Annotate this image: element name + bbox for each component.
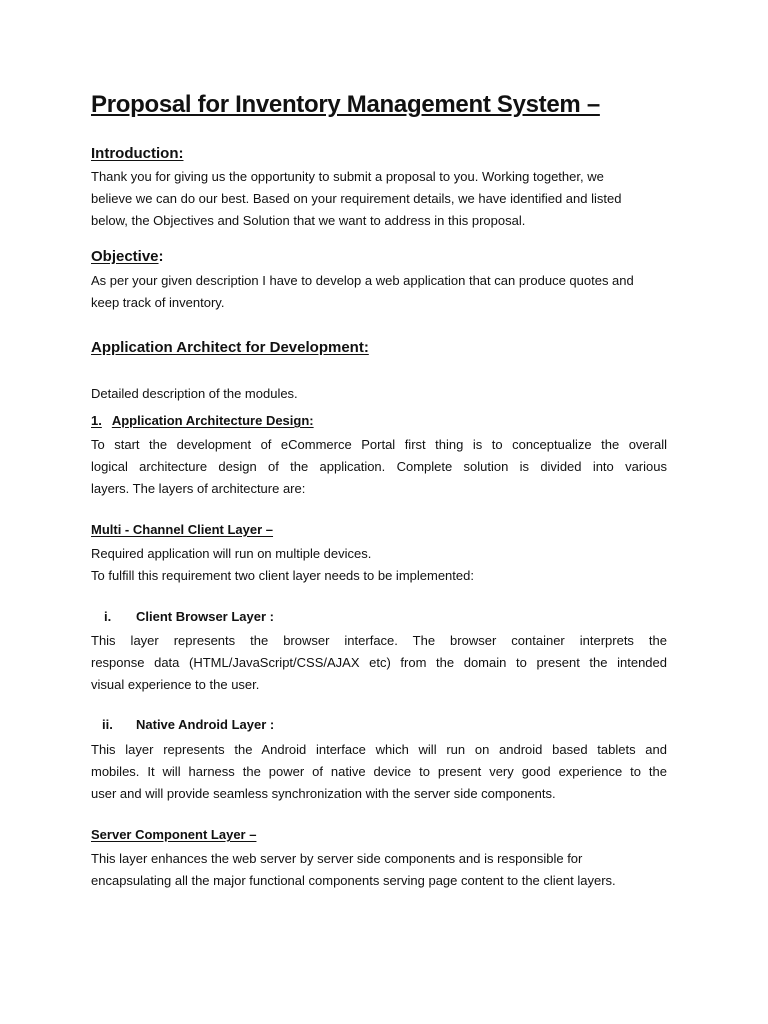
native-android-heading: Native Android Layer : <box>136 717 275 732</box>
objective-line-1: As per your given description I have to develop a web application that can produce quotes and <box>91 273 634 288</box>
section-1-title: Application Architecture Design: <box>111 413 314 428</box>
native-android-line-3: user and will provide seamless synchronization with the server side components. <box>91 786 556 801</box>
objective-line-2: keep track of inventory. <box>91 295 225 310</box>
client-browser-line-1: This layer represents the browser interface. The browser container interprets the <box>91 633 667 648</box>
introduction-line-1: Thank you for giving us the opportunity to submit a proposal to you. Working together, we <box>91 169 604 184</box>
introduction-line-3: below, the Objectives and Solution that we want to address in this proposal. <box>91 213 526 228</box>
native-android-line-2: mobiles. It will harness the power of native device to present very good experience to the <box>91 764 667 779</box>
client-browser-heading: Client Browser Layer : <box>136 609 274 624</box>
introduction-heading: Introduction: <box>91 145 184 162</box>
client-browser-number: i. <box>104 609 112 624</box>
native-android-line-1: This layer represents the Android interface which will run on android based tablets and <box>91 742 667 757</box>
multichannel-line-1: Required application will run on multiple devices. <box>91 546 372 561</box>
document-title: Proposal for Inventory Management System – <box>91 91 600 118</box>
objective-heading-colon: : <box>158 248 164 265</box>
section-1-heading <box>91 413 314 428</box>
section-1-number: 1. <box>91 413 102 428</box>
section-1-line-1: To start the development of eCommerce Portal first thing is to conceptualize the overall <box>91 437 667 452</box>
server-component-heading: Server Component Layer – <box>91 827 257 842</box>
multichannel-heading: Multi - Channel Client Layer – <box>91 522 274 537</box>
native-android-number: ii. <box>102 717 113 732</box>
introduction-line-2: believe we can do our best. Based on your requirement details, we have identified and listed <box>91 191 622 206</box>
multichannel-line-2: To fulfill this requirement two client layer needs to be implemented: <box>91 568 474 583</box>
objective-heading-text: Objective <box>91 248 159 265</box>
client-browser-line-2: response data (HTML/JavaScript/CSS/AJAX etc) from the domain to present the intended <box>91 655 667 670</box>
objective-heading <box>91 248 164 265</box>
architect-heading: Application Architect for Development: <box>91 339 369 356</box>
server-component-line-1: This layer enhances the web server by server side components and is responsible for <box>91 851 583 866</box>
section-1-line-2: logical architecture design of the application. Complete solution is divided into various <box>91 459 667 474</box>
architect-description: Detailed description of the modules. <box>91 386 298 401</box>
client-browser-line-3: visual experience to the user. <box>91 677 260 692</box>
section-1-line-3: layers. The layers of architecture are: <box>91 481 306 496</box>
server-component-line-2: encapsulating all the major functional components serving page content to the client layers. <box>91 873 616 888</box>
